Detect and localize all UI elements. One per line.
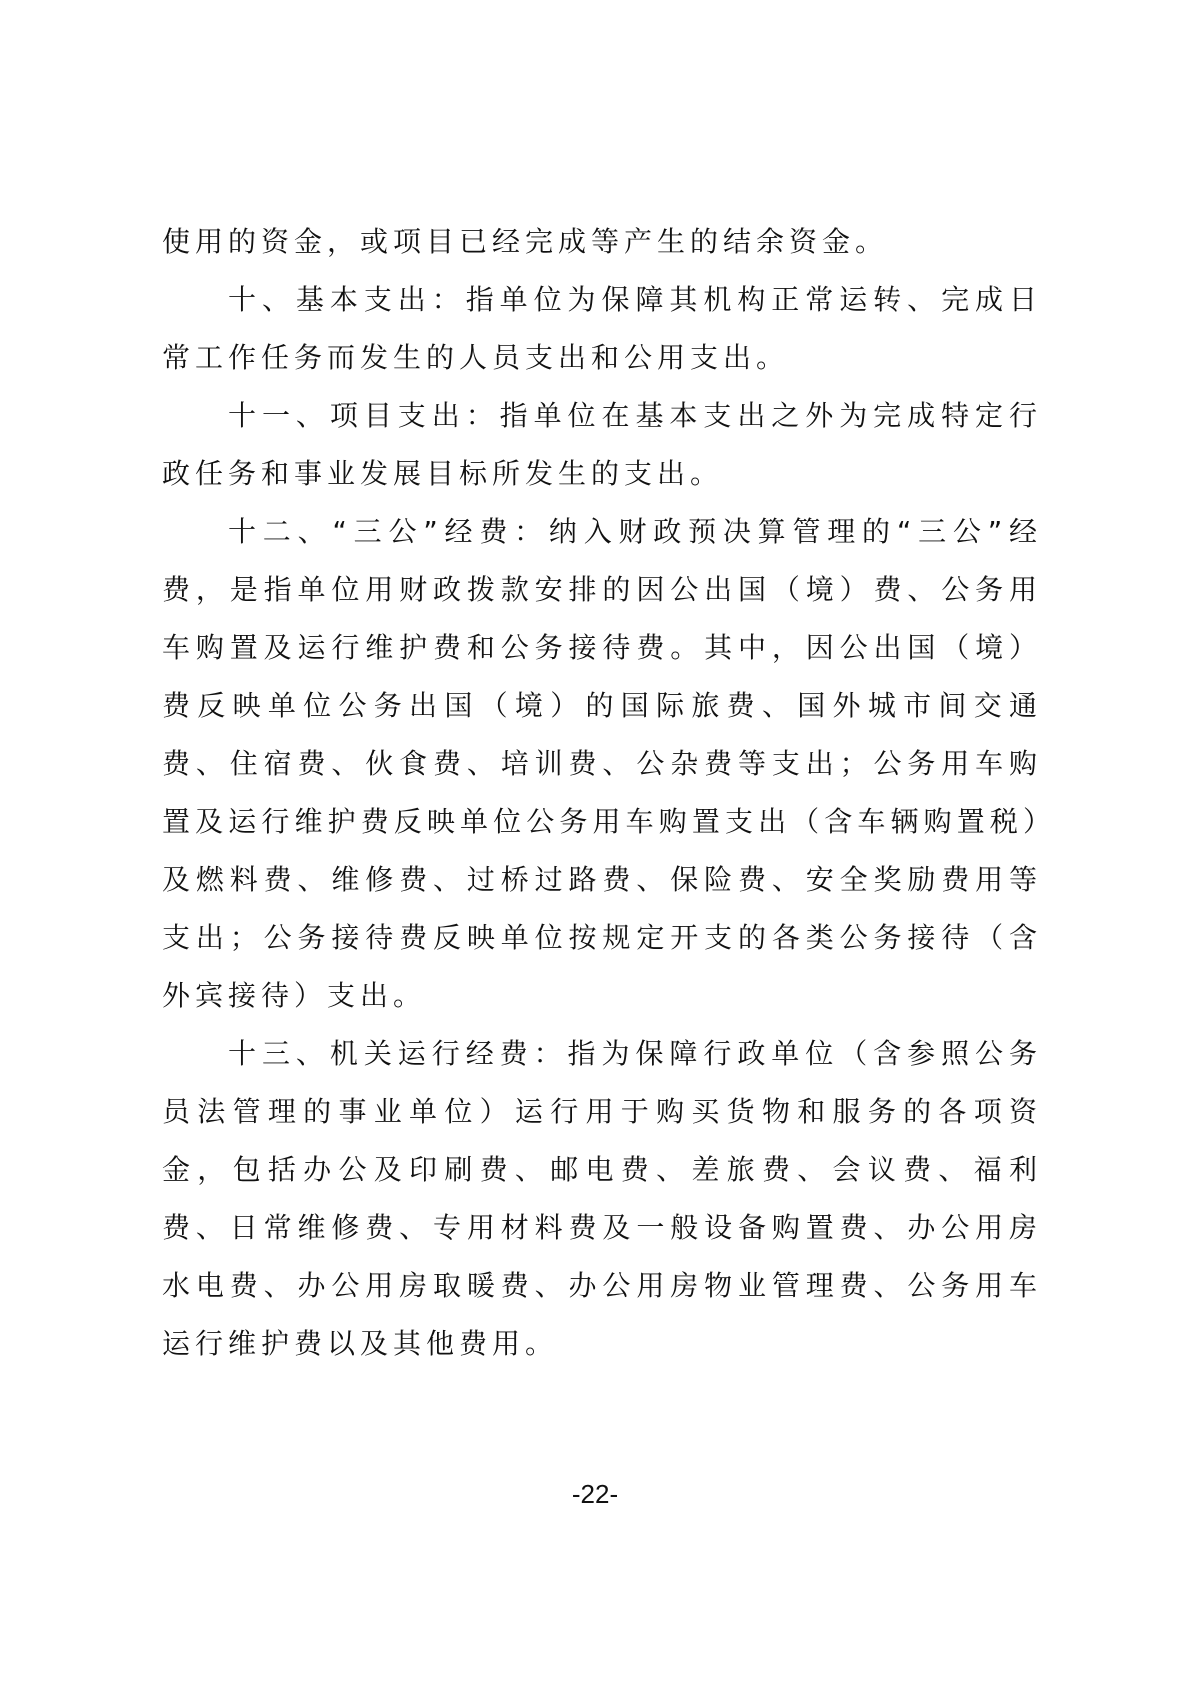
paragraph-basic-expenditure: 十、基本支出：指单位为保障其机构正常运转、完成日常工作任务而发生的人员支出和公用支出。 [162, 283, 1042, 374]
paragraph-project-expenditure: 十一、项目支出：指单位在基本支出之外为完成特定行政任务和事业发展目标所发生的支出。 [162, 399, 1042, 490]
paragraph-continuation: 使用的资金，或项目已经完成等产生的结余资金。 [162, 225, 889, 258]
paragraph-operating-expenses: 十三、机关运行经费：指为保障行政单位（含参照公务员法管理的事业单位）运行用于购买货物和服务的各项资金，包括办公及印刷费、邮电费、差旅费、会议费、福利费、日常维修费、专用材料费及一般设备购置费、办公用房水电费、办公用房取暖费、办公用房物业管理费、公务用车运行维护费以及其他费用。 [162, 1037, 1042, 1360]
page-number: -22- [571, 1479, 619, 1509]
paragraph-three-public-expenses: 十二、“三公”经费：纳入财政预决算管理的“三公”经费，是指单位用财政拨款安排的因公出国（境）费、公务用车购置及运行维护费和公务接待费。其中，因公出国（境）费反映单位公务出国（境）的国际旅费、国外城市间交通费、住宿费、伙食费、培训费、公杂费等支出；公务用车购置及运行维护费反映单位公务用车购置支出（含车辆购置税）及燃料费、维修费、过桥过路费、保险费、安全奖励费用等支出；公务接待费反映单位按规定开支的各类公务接待（含外宾接待）支出。 [162, 515, 1042, 1012]
document-body [162, 213, 1042, 1373]
